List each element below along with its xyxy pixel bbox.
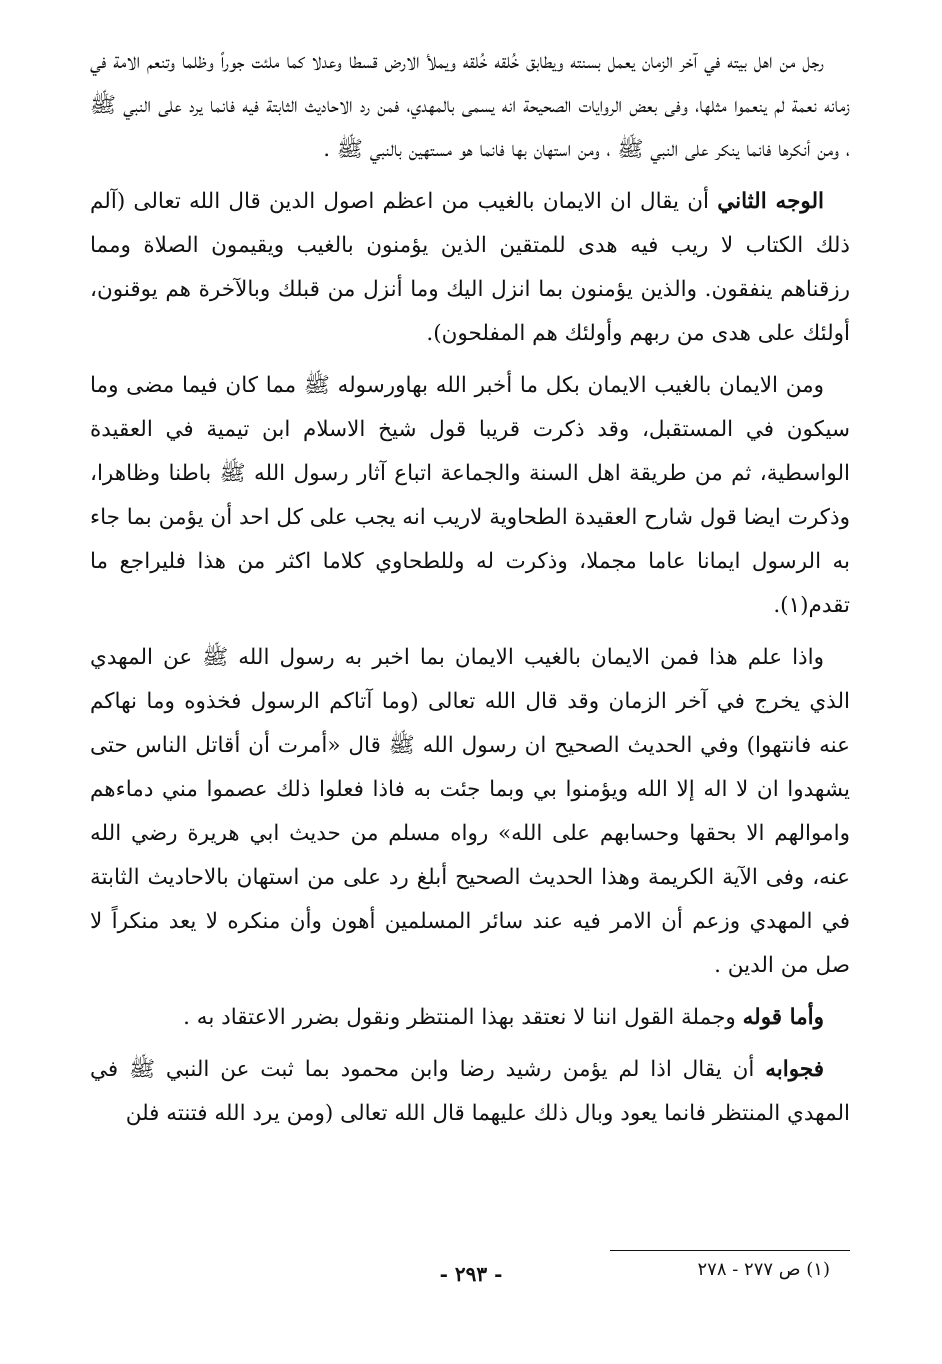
footnote-divider bbox=[610, 1250, 850, 1251]
paragraph-5 bbox=[90, 996, 850, 1040]
page-number: - ٢٩٣ - bbox=[439, 1262, 503, 1286]
paragraph-2 bbox=[90, 180, 850, 356]
paragraph-6-lead: فجوابه bbox=[765, 1057, 824, 1082]
paragraph-6-text: أن يقال اذا لم يؤمن رشيد رضا وابن محمود بما ثبت عن النبي ﷺ في المهدي المنتظر فانما يعود وبال ذلك عليهما قال الله تعالى (ومن يرد الله فتنته فلن bbox=[90, 1057, 850, 1126]
paragraph-3-text: ومن الايمان بالغيب الايمان بكل ما أخبر الله بهاورسوله ﷺ مما كان فيما مضى وما سيكون في المستقبل، وقد ذكرت قريبا قول شيخ الاسلام ابن تيمية في العقيدة الواسطية، ثم من طريقة اهل السنة والجماعة اتباع آثار رسول الله ﷺ باطنا وظاهرا، وذكرت ايضا قول شارح العقيدة الطحاوية لاريب انه يجب على كل احد أن يؤمن بما جاء به الرسول ايمانا عاما مجملا، وذكرت له وللطحاوي كلاما اكثر من هذا فليراجع ما تقدم(١). bbox=[90, 373, 850, 618]
paragraph-4 bbox=[90, 636, 850, 988]
paragraph-2-text: أن يقال ان الايمان بالغيب من اعظم اصول الدين قال الله تعالى (آلم ذلك الكتاب لا ريب فيه هدى للمتقين الذين يؤمنون بالغيب ويقيمون الصلاة ومما رزقناهم ينفقون. والذين يؤمنون بما انزل اليك وما أنزل من قبلك وبالآخرة هم يوقنون، أولئك على هدى من ربهم وأولئك هم المفلحون). bbox=[90, 189, 850, 346]
paragraph-4-text: واذا علم هذا فمن الايمان بالغيب الايمان بما اخبر به رسول الله ﷺ عن المهدي الذي يخرج في آخر الزمان وقد قال الله تعالى (وما آتاكم الرسول فخذوه وما نهاكم عنه فانتهوا) وفي الحديث الصحيح ان رسول الله ﷺ قال «أمرت أن أقاتل الناس حتى يشهدوا ان لا اله إلا الله ويؤمنوا بي وبما جئت به فاذا فعلوا ذلك عصموا مني دماءهم واموالهم الا بحقها وحسابهم على الله» رواه مسلم من حديث ابي هريرة رضي الله عنه، وفى الآية الكريمة وهذا الحديث الصحيح أبلغ رد على من استهان بالاحاديث الثابتة في المهدي وزعم أن الامر فيه عند سائر المسلمين أهون وأن منكره لا يعد منكراً لا صل من الدين . bbox=[90, 645, 850, 978]
paragraph-1 bbox=[90, 40, 850, 172]
paragraph-5-lead: وأما قوله bbox=[742, 1005, 824, 1030]
document-page bbox=[90, 40, 850, 1340]
paragraph-2-lead: الوجه الثاني bbox=[717, 189, 824, 214]
paragraph-1-text: رجل من اهل بيته في آخر الزمان يعمل بسنته ويطابق خُلقه خُلقه ويملأ الارض قسطا وعدلا كما ملئت جوراً وظلما وتنعم الامة في زمانه نعمة لم ينعموا مثلها، وفى بعض الروايات الصحيحة انه يسمى بالمهدي، فمن رد الاحاديث الثابتة فيه فانما يرد على النبي ﷺ ، ومن أنكرها فانما ينكر على النبي ﷺ ، ومن استهان بها فانما هو مستهين بالنبي ﷺ . bbox=[90, 49, 850, 162]
paragraph-6 bbox=[90, 1048, 850, 1136]
paragraph-3 bbox=[90, 364, 850, 628]
footnote: (١) ص ٢٧٧ - ٢٧٨ bbox=[697, 1259, 830, 1280]
paragraph-5-text: وجملة القول اننا لا نعتقد بهذا المنتظر ونقول بضرر الاعتقاد به . bbox=[183, 1005, 743, 1030]
